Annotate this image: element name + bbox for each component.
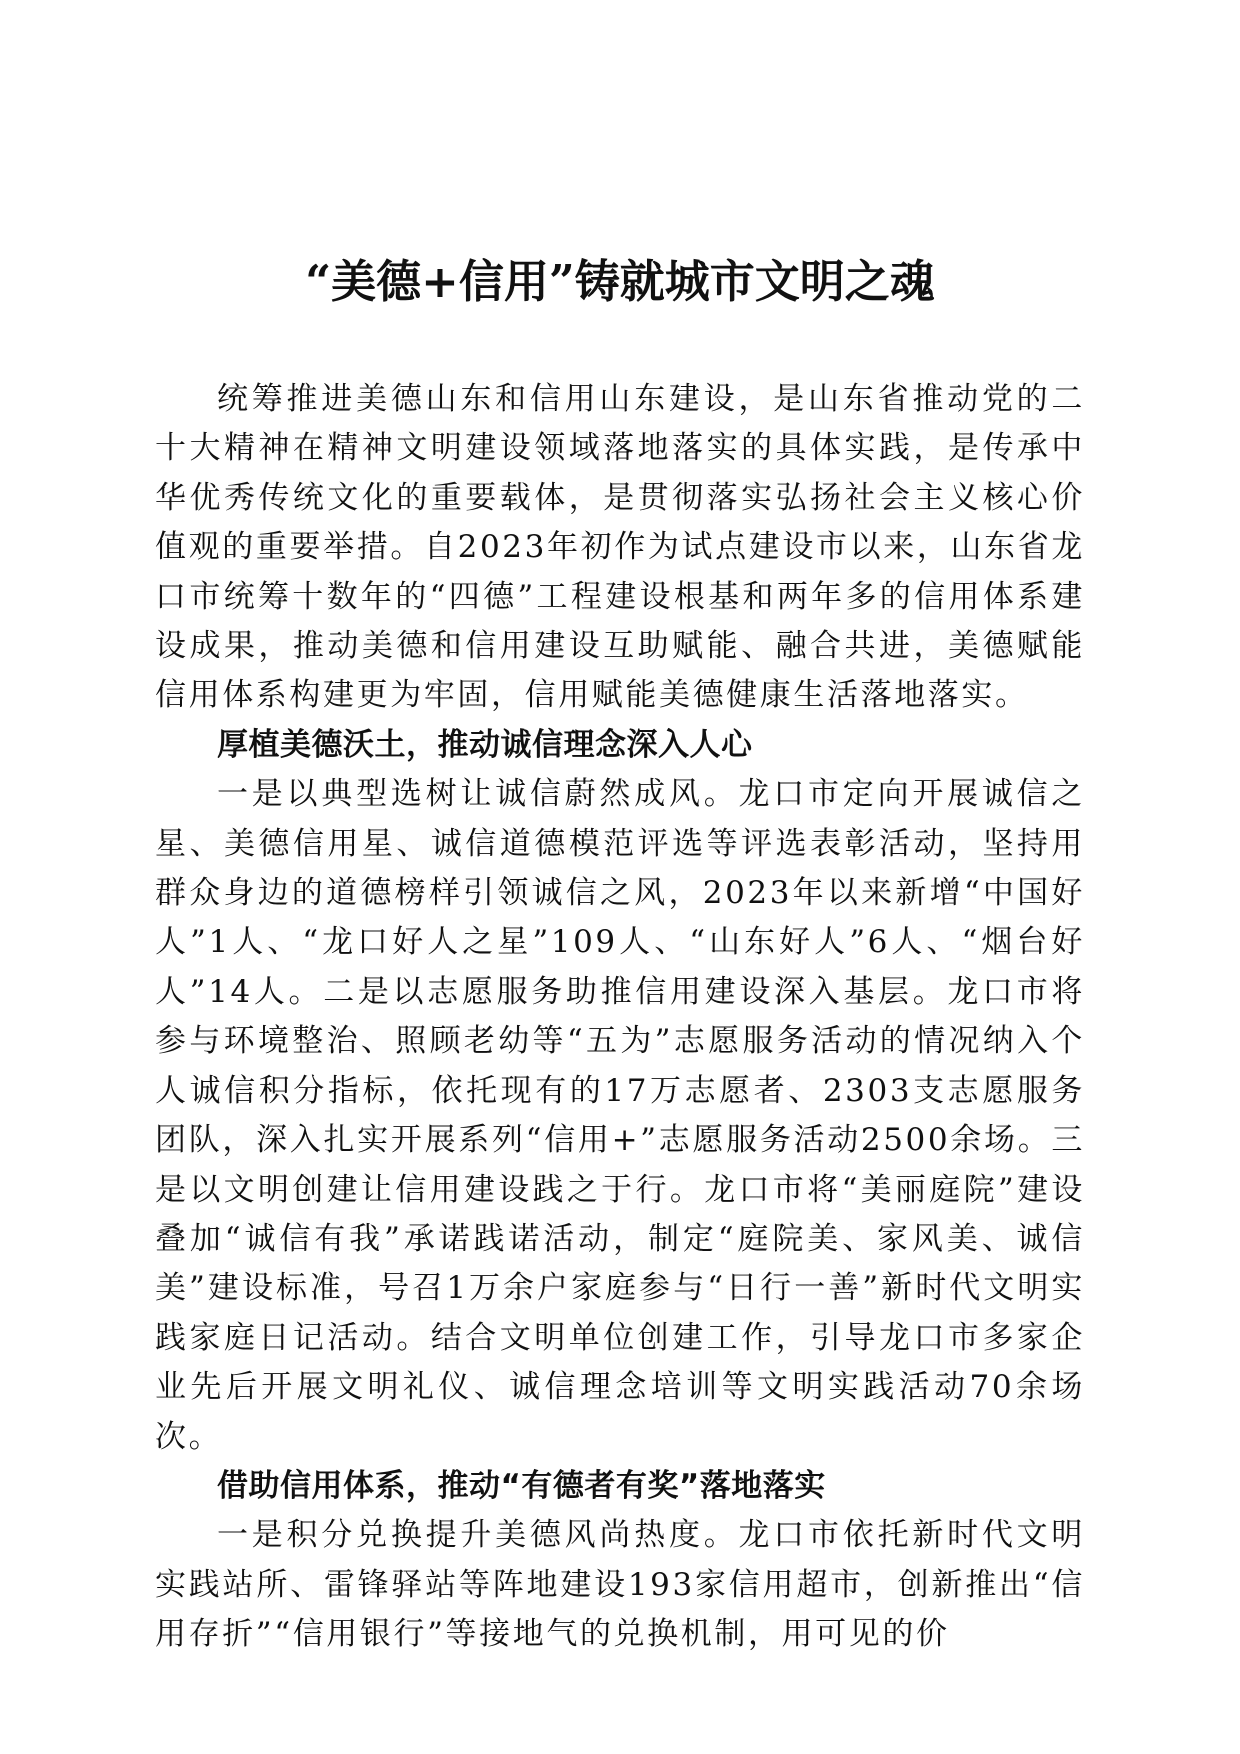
article-body <box>155 375 1085 1660</box>
page-title: “美德+信用”铸就城市文明之魂 <box>305 255 935 308</box>
section-heading-credit-system: 借助信用体系，推动“有德者有奖”落地落实 <box>217 1467 826 1504</box>
paragraph-virtue-measures: 一是以典型选树让诚信蔚然成风。龙口市定向开展诚信之星、美德信用星、诚信道德模范评选等评选表彰活动，坚持用群众身边的道德榜样引领诚信之风，2023年以来新增“中国好人”1人、“龙口好人之星”109人、“山东好人”6人、“烟台好人”14人。二是以志愿服务助推信用建设深入基层。龙口市将参与环境整治、照顾老幼等“五为”志愿服务活动的情况纳入个人诚信积分指标，依托现有的17万志愿者、2303支志愿服务团队，深入扎实开展系列“信用+”志愿服务活动2500余场。三是以文明创建让信用建设践之于行。龙口市将“美丽庭院”建设叠加“诚信有我”承诺践诺活动，制定“庭院美、家风美、诚信美”建设标准，号召1万余户家庭参与“日行一善”新时代文明实践家庭日记活动。结合文明单位创建工作，引导龙口市多家企业先后开展文明礼仪、诚信理念培训等文明实践活动70余场次。 <box>155 776 1085 1455</box>
paragraph-credit-measures: 一是积分兑换提升美德风尚热度。龙口市依托新时代文明实践站所、雷锋驿站等阵地建设193家信用超市，创新推出“信用存折”“信用银行”等接地气的兑换机制，用可见的价 <box>155 1517 1085 1653</box>
section-heading-cultivate-virtue: 厚植美德沃土，推动诚信理念深入人心 <box>217 726 753 763</box>
intro-paragraph: 统筹推进美德山东和信用山东建设，是山东省推动党的二十大精神在精神文明建设领域落地落实的具体实践，是传承中华优秀传统文化的重要载体，是贯彻落实弘扬社会主义核心价值观的重要举措。自2023年初作为试点建设市以来，山东省龙口市统筹十数年的“四德”工程建设根基和两年多的信用体系建设成果，推动美德和信用建设互助赋能、融合共进，美德赋能信用体系构建更为牢固，信用赋能美德健康生活落地落实。 <box>155 381 1085 714</box>
